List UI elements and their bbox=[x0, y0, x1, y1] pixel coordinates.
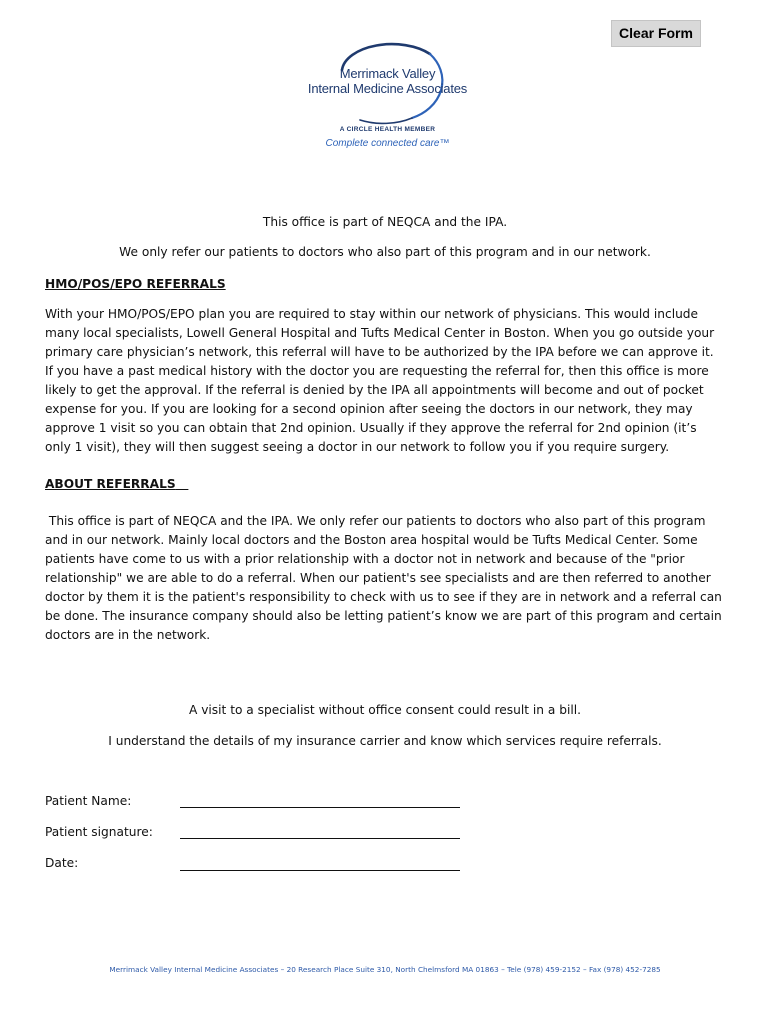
about-paragraph bbox=[45, 512, 722, 645]
about-line: doctors are in the network. bbox=[45, 628, 211, 642]
intro-line-1: This office is part of NEQCA and the IPA. bbox=[262, 215, 508, 229]
patient-name-label: Patient Name: bbox=[45, 794, 132, 808]
about-line: be done. The insurance company should also be letting patient’s know we are part of this program and certain bbox=[45, 609, 722, 623]
hmo-line: primary care physician’s network, this referral will have to be authorized by the IPA before we can approve it. bbox=[45, 345, 714, 359]
patient-signature-label: Patient signature: bbox=[45, 825, 153, 839]
hmo-line: With your HMO/POS/EPO plan you are required to stay within our network of physicians. This would include bbox=[45, 307, 699, 321]
logo-member-text: A CIRCLE HEALTH MEMBER bbox=[339, 126, 436, 133]
about-line: doctor by them it is the patient's responsibility to check with us to see if they are in network and a referral can bbox=[45, 590, 722, 604]
logo-name-line1: Merrimack Valley bbox=[339, 66, 436, 81]
hmo-heading: HMO/POS/EPO REFERRALS bbox=[45, 277, 226, 291]
date-label: Date: bbox=[45, 856, 79, 870]
patient-signature-field[interactable] bbox=[180, 838, 460, 839]
about-line: and in our network. Mainly local doctors and the Boston area hospital would be Tufts Medical Center. Some bbox=[45, 533, 698, 547]
intro-line-2: We only refer our patients to doctors who also part of this program and in our network. bbox=[119, 245, 651, 259]
hmo-line: likely to get the approval. If the referral is denied by the IPA all appointments will become and out of pocket bbox=[45, 383, 704, 397]
practice-logo bbox=[280, 40, 495, 160]
hmo-line: approve 1 visit so you can obtain that 2nd opinion. Usually if they approve the referral for 2nd opinion (it’s bbox=[45, 421, 697, 435]
footer-contact: Merrimack Valley Internal Medicine Associates – 20 Research Place Suite 310, North Chelmsford MA 01863 – Tele (978) 459-2152 – Fax (978) 452-7285 bbox=[109, 965, 661, 974]
about-line: This office is part of NEQCA and the IPA. We only refer our patients to doctors who also part of this program bbox=[45, 514, 706, 528]
hmo-line: many local specialists, Lowell General Hospital and Tufts Medical Center in Boston. When you go outside your bbox=[45, 326, 715, 340]
logo-tagline: Complete connected care™ bbox=[325, 138, 450, 149]
about-heading: ABOUT REFERRALS bbox=[45, 477, 176, 491]
date-field[interactable] bbox=[180, 870, 460, 871]
hmo-paragraph bbox=[45, 305, 714, 457]
clear-form-button[interactable]: Clear Form bbox=[611, 20, 701, 47]
hmo-line: expense for you. If you are looking for a second opinion after seeing the doctors in our network, they may bbox=[45, 402, 693, 416]
about-line: relationship" we are able to do a referral. When our patient's see specialists and are then referred to another bbox=[45, 571, 711, 585]
hmo-line: If you have a past medical history with the doctor you are requesting the referral for, then this office is more bbox=[45, 364, 709, 378]
logo-name-line2: Internal Medicine Associates bbox=[307, 81, 468, 96]
about-line: patients have come to us with a prior relationship with a doctor not in network and because of the "prior bbox=[45, 552, 685, 566]
consent-notice: A visit to a specialist without office consent could result in a bill. bbox=[189, 703, 581, 717]
understanding-statement: I understand the details of my insurance carrier and know which services require referrals. bbox=[108, 734, 662, 748]
hmo-line: only 1 visit), they will then suggest seeing a doctor in our network to follow you if you require surgery. bbox=[45, 440, 670, 454]
patient-name-field[interactable] bbox=[180, 807, 460, 808]
